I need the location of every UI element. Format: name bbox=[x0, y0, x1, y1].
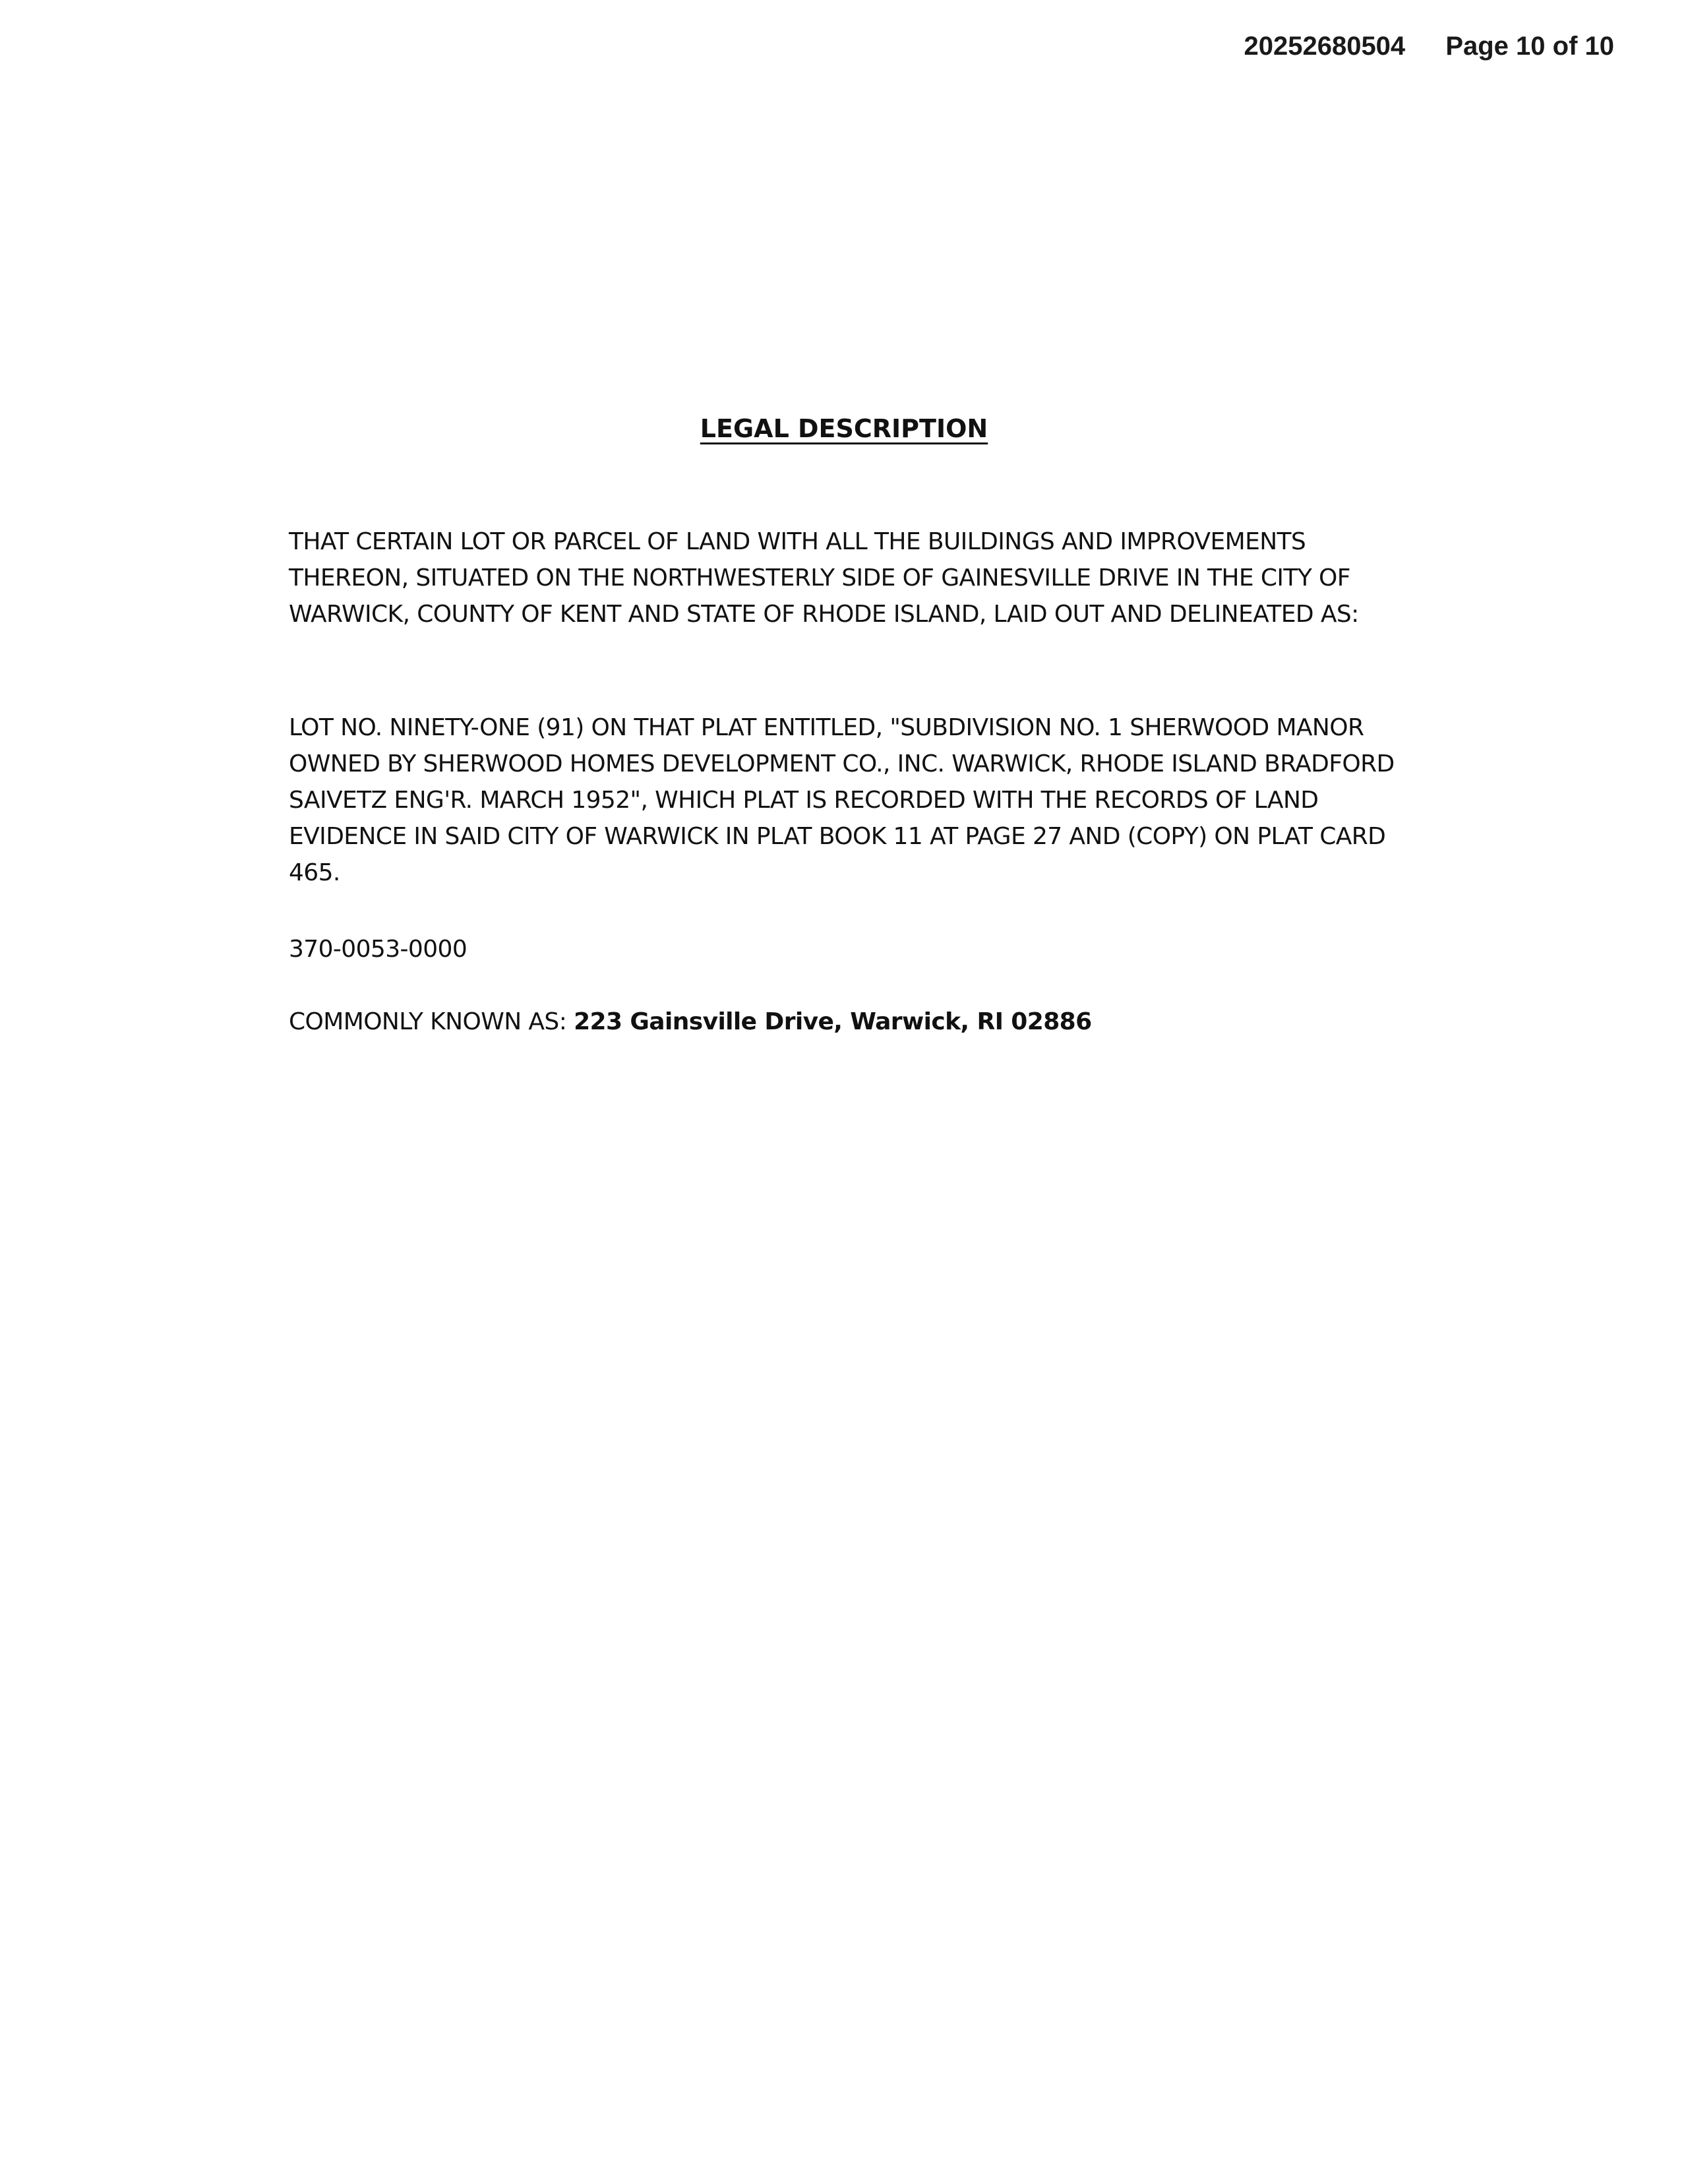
parcel-id bbox=[289, 931, 1403, 967]
property-address: 223 Gainsville Drive, Warwick, RI 02886 bbox=[574, 1008, 1092, 1035]
paragraph-text: THAT CERTAIN LOT OR PARCEL OF LAND WITH ALL THE BUILDINGS AND IMPROVEMENTS THEREON, SITUATED ON THE NORTHWESTERLY SIDE OF GAINESVILLE DRIVE IN THE CITY OF WARWICK, COUNTY OF KENT AND STATE OF RHODE ISLAND, LAID OUT AND DELINEATED AS: bbox=[289, 528, 1359, 628]
page-number: Page 10 of 10 bbox=[1445, 32, 1614, 61]
description-paragraph-2 bbox=[289, 710, 1403, 891]
commonly-known-as bbox=[289, 1004, 1403, 1040]
parcel-id-text: 370-0053-0000 bbox=[289, 936, 467, 963]
paragraph-text: LOT NO. NINETY-ONE (91) ON THAT PLAT ENTITLED, "SUBDIVISION NO. 1 SHERWOOD MANOR OWNED BY SHERWOOD HOMES DEVELOPMENT CO., INC. WARWICK, RHODE ISLAND BRADFORD SAIVETZ ENG'R. MARCH 1952", WHICH PLAT IS RECORDED WITH THE RECORDS OF LAND EVIDENCE IN SAID CITY OF WARWICK IN PLAT BOOK 11 AT PAGE 27 AND (COPY) ON PLAT CARD 465. bbox=[289, 714, 1395, 886]
page-header bbox=[1244, 32, 1614, 61]
description-paragraph-1 bbox=[289, 524, 1403, 632]
commonly-known-label: COMMONLY KNOWN AS: bbox=[289, 1008, 567, 1035]
document-number: 20252680504 bbox=[1244, 32, 1406, 61]
document-title: LEGAL DESCRIPTION bbox=[700, 414, 988, 443]
